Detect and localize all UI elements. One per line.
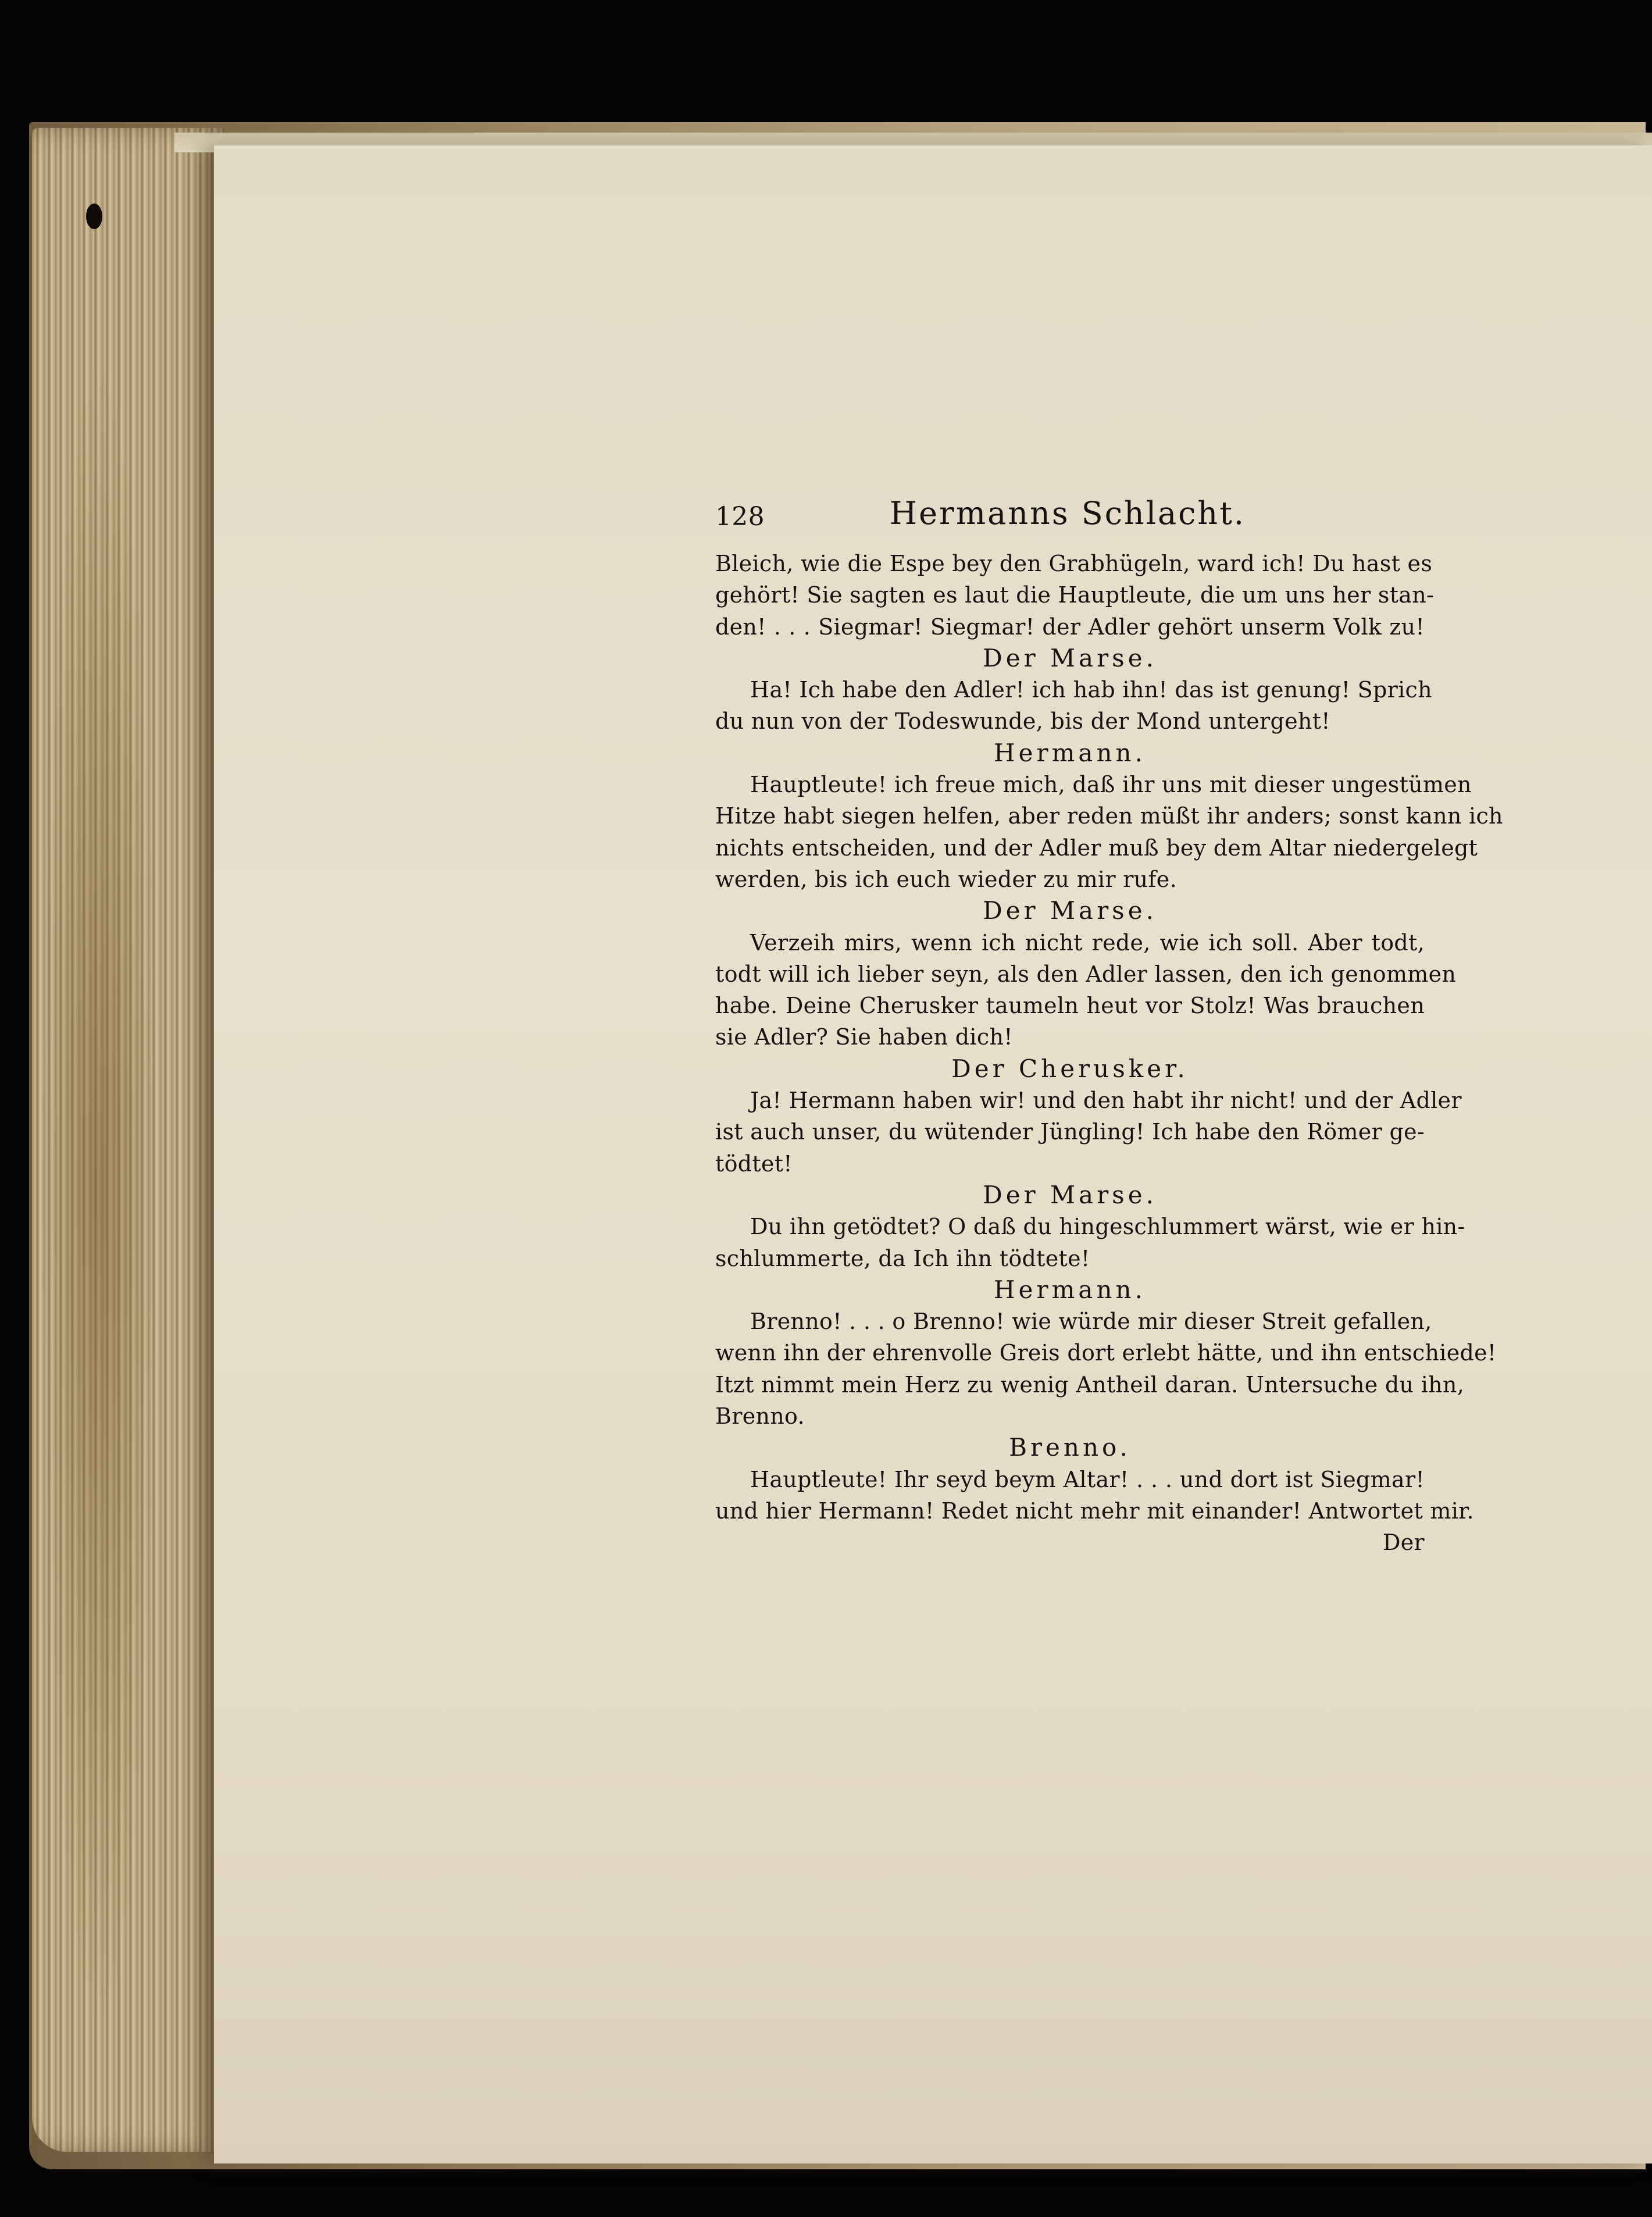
running-title: Hermanns Schlacht. [890,495,1246,532]
speaker-name: Der Marse. [983,643,1157,672]
speaker-name: Hermann. [994,738,1146,767]
speaker-name: Der Cherusker. [951,1054,1189,1083]
speaker-name: Brenno. [1009,1433,1131,1462]
text-line: Du ihn getödtet? O daß du hingeschlummert wärst, wie er hin- [750,1214,1465,1240]
text-line: Brenno. [715,1403,805,1430]
text-line: den! . . . Siegmar! Siegmar! der Adler gehört unserm Volk zu! [715,614,1425,640]
text-line: Hitze habt siegen helfen, aber reden müßt ihr anders; sonst kann ich [715,803,1503,829]
dialogue-body [715,548,1503,1527]
speaker-name: Hermann. [994,1275,1146,1304]
text-line: Bleich, wie die Espe bey den Grabhügeln, ward ich! Du hast es [715,551,1433,576]
speaker-name: Der Marse. [983,896,1157,925]
text-line: schlummerte, da Ich ihn tödtete! [715,1245,1090,1271]
catchword: Der [1382,1530,1425,1556]
page-text [715,495,1503,1559]
text-line: ist auch unser, du wütender Jüngling! Ich habe den Römer ge- [715,1119,1425,1145]
text-line: habe. Deine Cherusker taumeln heut vor Stolz! Was brauchen [715,993,1425,1019]
speaker-name: Der Marse. [983,1180,1157,1209]
page-number: 128 [715,502,765,532]
text-line: du nun von der Todeswunde, bis der Mond untergeht! [715,708,1330,735]
text-line: werden, bis ich euch wieder zu mir rufe. [715,866,1177,892]
text-line: Verzeih mirs, wenn ich nicht rede, wie ich soll. Aber todt, [750,929,1425,956]
text-line: wenn ihn der ehrenvolle Greis dort erlebt hätte, und ihn entschiede! [715,1340,1497,1366]
page-header [715,495,1425,541]
text-line: Brenno! . . . o Brenno! wie würde mir dieser Streit gefallen, [750,1309,1432,1335]
text-line: Ha! Ich habe den Adler! ich hab ihn! das ist genung! Sprich [750,677,1432,703]
text-line: und hier Hermann! Redet nicht mehr mit einander! Antwortet mir. [715,1498,1474,1524]
text-line: Itzt nimmt mein Herz zu wenig Antheil daran. Untersuche du ihn, [715,1371,1465,1398]
binding-hole [86,204,102,229]
text-line: Ja! Hermann haben wir! und den habt ihr nicht! und der Adler [750,1088,1462,1114]
text-line: gehört! Sie sagten es laut die Hauptleute, die um uns her stan- [715,582,1435,608]
text-line: todt will ich lieber seyn, als den Adler lassen, den ich genommen [715,961,1457,987]
text-line: sie Adler? Sie haben dich! [715,1024,1013,1050]
water-stain [41,349,157,2036]
text-line: Hauptleute! Ihr seyd beym Altar! . . . und dort ist Siegmar! [750,1466,1425,1492]
text-line: nichts entscheiden, und der Adler muß bey dem Altar niedergelegt [715,835,1478,861]
text-line: tödtet! [715,1150,793,1177]
text-line: Hauptleute! ich freue mich, daß ihr uns mit dieser ungestümen [750,772,1472,798]
